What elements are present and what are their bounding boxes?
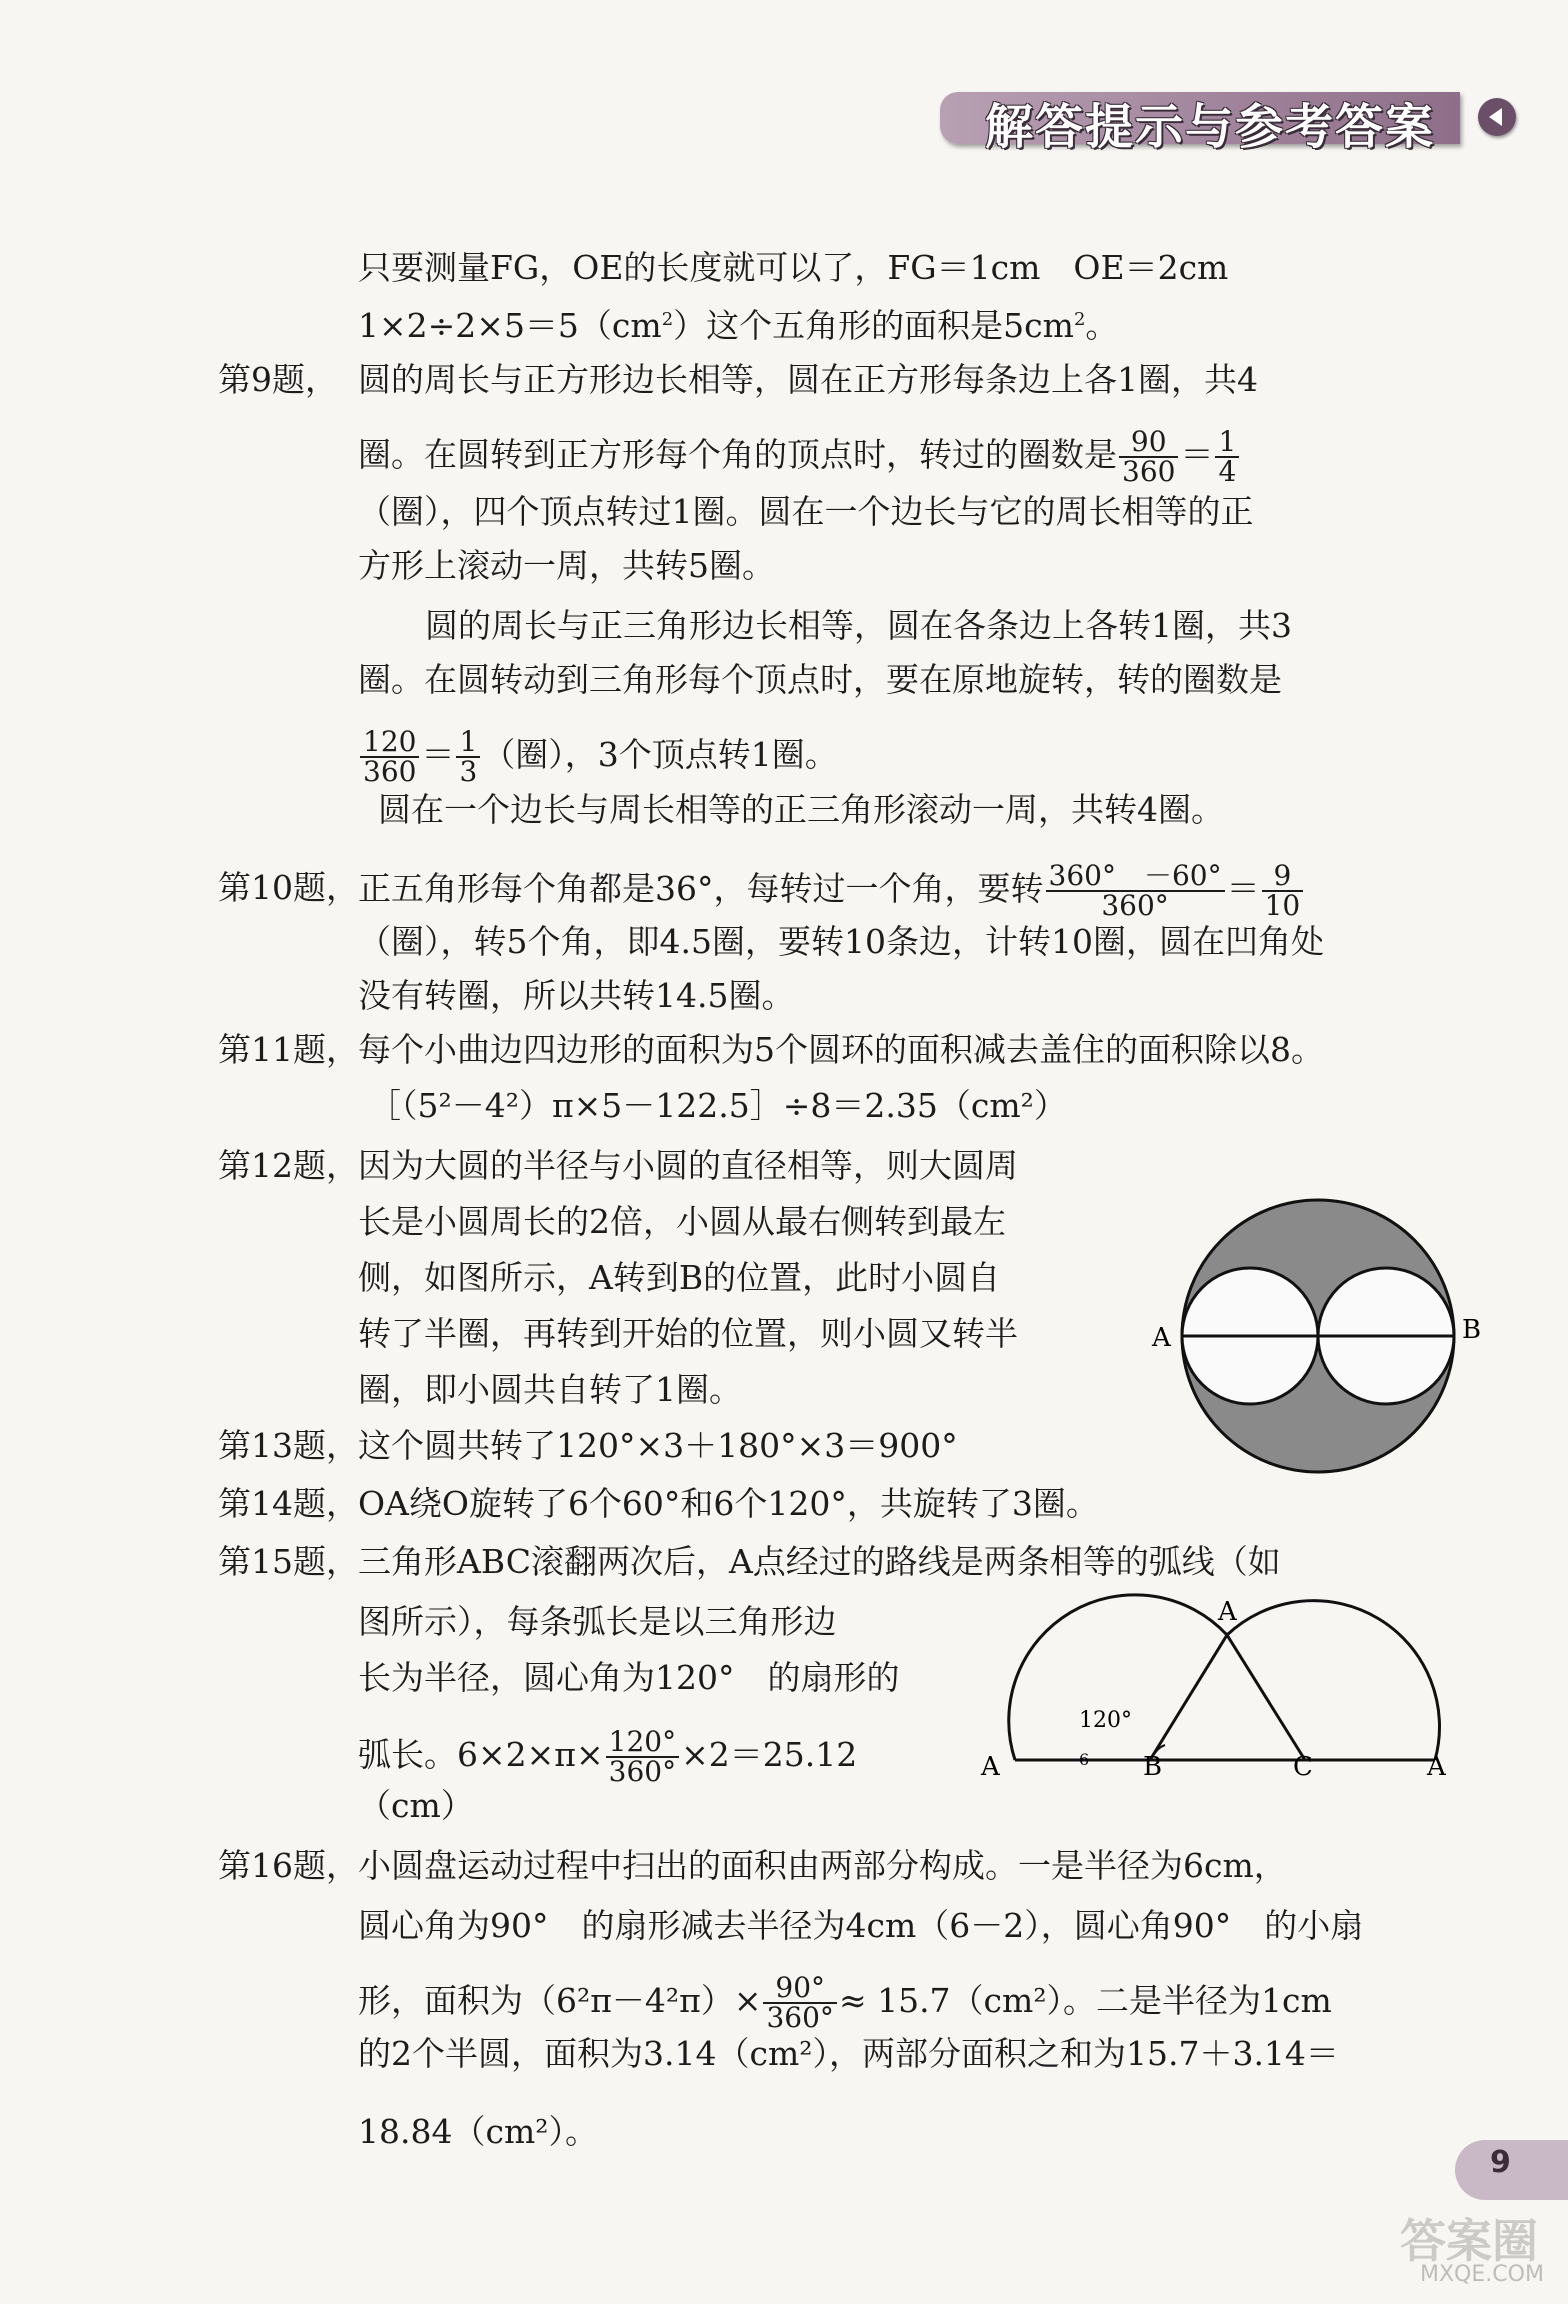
angle-label: 120° <box>1079 1708 1132 1733</box>
text-line: 转了半圈，再转到开始的位置，则小圆又转半 <box>358 1314 1018 1353</box>
label-a: A <box>1152 1323 1171 1353</box>
text-line: 因为大圆的半径与小圆的直径相等，则大圆周 <box>358 1146 1018 1185</box>
text-line: $1\times 2\div 2\times 5=5(cm^2)$这个五角形的面积是$5cm^2$。 <box>358 306 1119 345</box>
question-label-11: 第11题， <box>218 1030 359 1069</box>
text-line: 圈。在圆转动到三角形每个顶点时，要在原地旋转，转的圈数是 <box>358 660 1282 699</box>
text-line: 圆心角为90° 的扇形减去半径为4cm（6－2），圆心角90° 的小扇 <box>358 1906 1364 1945</box>
text-line: 圆在一个边长与周长相等的正三角形滚动一周，共转4圈。 <box>378 790 1224 829</box>
text-line: 长是小圆周长的2倍，小圆从最右侧转到最左 <box>358 1202 1006 1241</box>
text-line: ［（5²－4²）π×5－122.5］÷8＝2.35（cm²） <box>368 1086 1067 1125</box>
label-c: C <box>1293 1752 1313 1782</box>
page-number: 9 <box>1490 2145 1511 2180</box>
length-label: 6 <box>1079 1750 1090 1769</box>
text-line: 形，面积为（6²π－4²π）× $\frac{90^\circ}{360^\circ}$ ≈ 15.7（cm²）。二是半径为1cm <box>358 1971 1332 2034</box>
label-b: B <box>1143 1752 1163 1782</box>
watermark: 答案圈 <box>1400 2214 1538 2268</box>
question-label-15: 第15题， <box>218 1542 359 1581</box>
question-label-14: 第14题， <box>218 1484 359 1523</box>
text-line: 长为半径，圆心角为120° 的扇形的 <box>358 1658 900 1697</box>
text-line: （圈），四个顶点转过1圈。圆在一个边长与它的周长相等的正 <box>358 492 1254 531</box>
page-corner-tab <box>1455 2140 1568 2200</box>
text-line: 弧长。6×2×π× $\frac{120^\circ}{360^\circ}$ ×2＝25.12 <box>358 1725 858 1788</box>
text-line: （cm） <box>358 1786 474 1825</box>
figure-circles <box>1140 1190 1490 1490</box>
triangle <box>1150 1635 1305 1760</box>
text-line: （圈），转5个角，即4.5圈，要转10条边，计转10圈，圆在凹角处 <box>358 922 1324 961</box>
text-line: 圈。在圆转到正方形每个角的顶点时，转过的圈数是 $\frac{90}{360}$ ＝ $\frac{1}{4}$ <box>358 428 1241 486</box>
question-label-13: 第13题， <box>218 1426 359 1465</box>
text-line: 每个小曲边四边形的面积为5个圆环的面积减去盖住的面积除以8。 <box>358 1030 1324 1069</box>
text-line: 图所示），每条弧长是以三角形边 <box>358 1602 837 1641</box>
arc-right <box>1227 1601 1440 1760</box>
label-a-top: A <box>1218 1597 1237 1627</box>
text-line: $\frac{120}{360}$ ＝ $\frac{1}{3}$ （圈），3个顶点转1圈。 <box>358 728 838 786</box>
text-line: 三角形ABC滚翻两次后，A点经过的路线是两条相等的弧线（如 <box>358 1542 1281 1581</box>
text-line: 侧，如图所示，A转到B的位置，此时小圆自 <box>358 1258 1001 1297</box>
label-b: B <box>1462 1315 1482 1345</box>
text-line: 圆的周长与正三角形边长相等，圆在各条边上各转1圈，共3 <box>425 606 1292 645</box>
text-line: 这个圆共转了120°×3＋180°×3＝900° <box>358 1426 958 1465</box>
text-line: 18.84（cm²）。 <box>358 2112 598 2151</box>
watermark-url: MXQE.COM <box>1420 2262 1544 2287</box>
text-line: 圈，即小圆共自转了1圈。 <box>358 1370 742 1409</box>
text-line: 的2个半圆，面积为3.14（cm²），两部分面积之和为15.7＋3.14＝ <box>358 2034 1339 2073</box>
figure-triangle-roll <box>975 1585 1455 1785</box>
back-arrow-icon <box>1478 98 1516 136</box>
question-label-9: 第9题， <box>218 360 338 399</box>
arc-left <box>1009 1595 1227 1760</box>
question-label-10: 第10题， <box>218 868 359 907</box>
section-title: 解答提示与参考答案 <box>985 99 1436 155</box>
label-a-right: A <box>1427 1752 1446 1782</box>
question-label-12: 第12题， <box>218 1146 359 1185</box>
text-line: 小圆盘运动过程中扫出的面积由两部分构成。一是半径为6cm， <box>358 1846 1287 1885</box>
text-line: OA绕O旋转了6个60°和6个120°，共旋转了3圈。 <box>358 1484 1099 1523</box>
text-line: 没有转圈，所以共转14.5圈。 <box>358 976 795 1015</box>
text-line: 正五角形每个角都是36°，每转过一个角，要转 $\frac{360^\circ -60^\circ}{360^\circ}$ ＝ $\frac{9}{10}$ <box>358 862 1305 920</box>
text-line: 圆的周长与正方形边长相等，圆在正方形每条边上各1圈，共4 <box>358 360 1258 399</box>
text-line: 方形上滚动一周，共转5圈。 <box>358 546 775 585</box>
question-label-16: 第16题， <box>218 1846 359 1885</box>
label-a-left: A <box>981 1752 1000 1782</box>
text-line: 只要测量FG，OE的长度就可以了，FG＝1cm OE＝2cm <box>358 248 1229 287</box>
